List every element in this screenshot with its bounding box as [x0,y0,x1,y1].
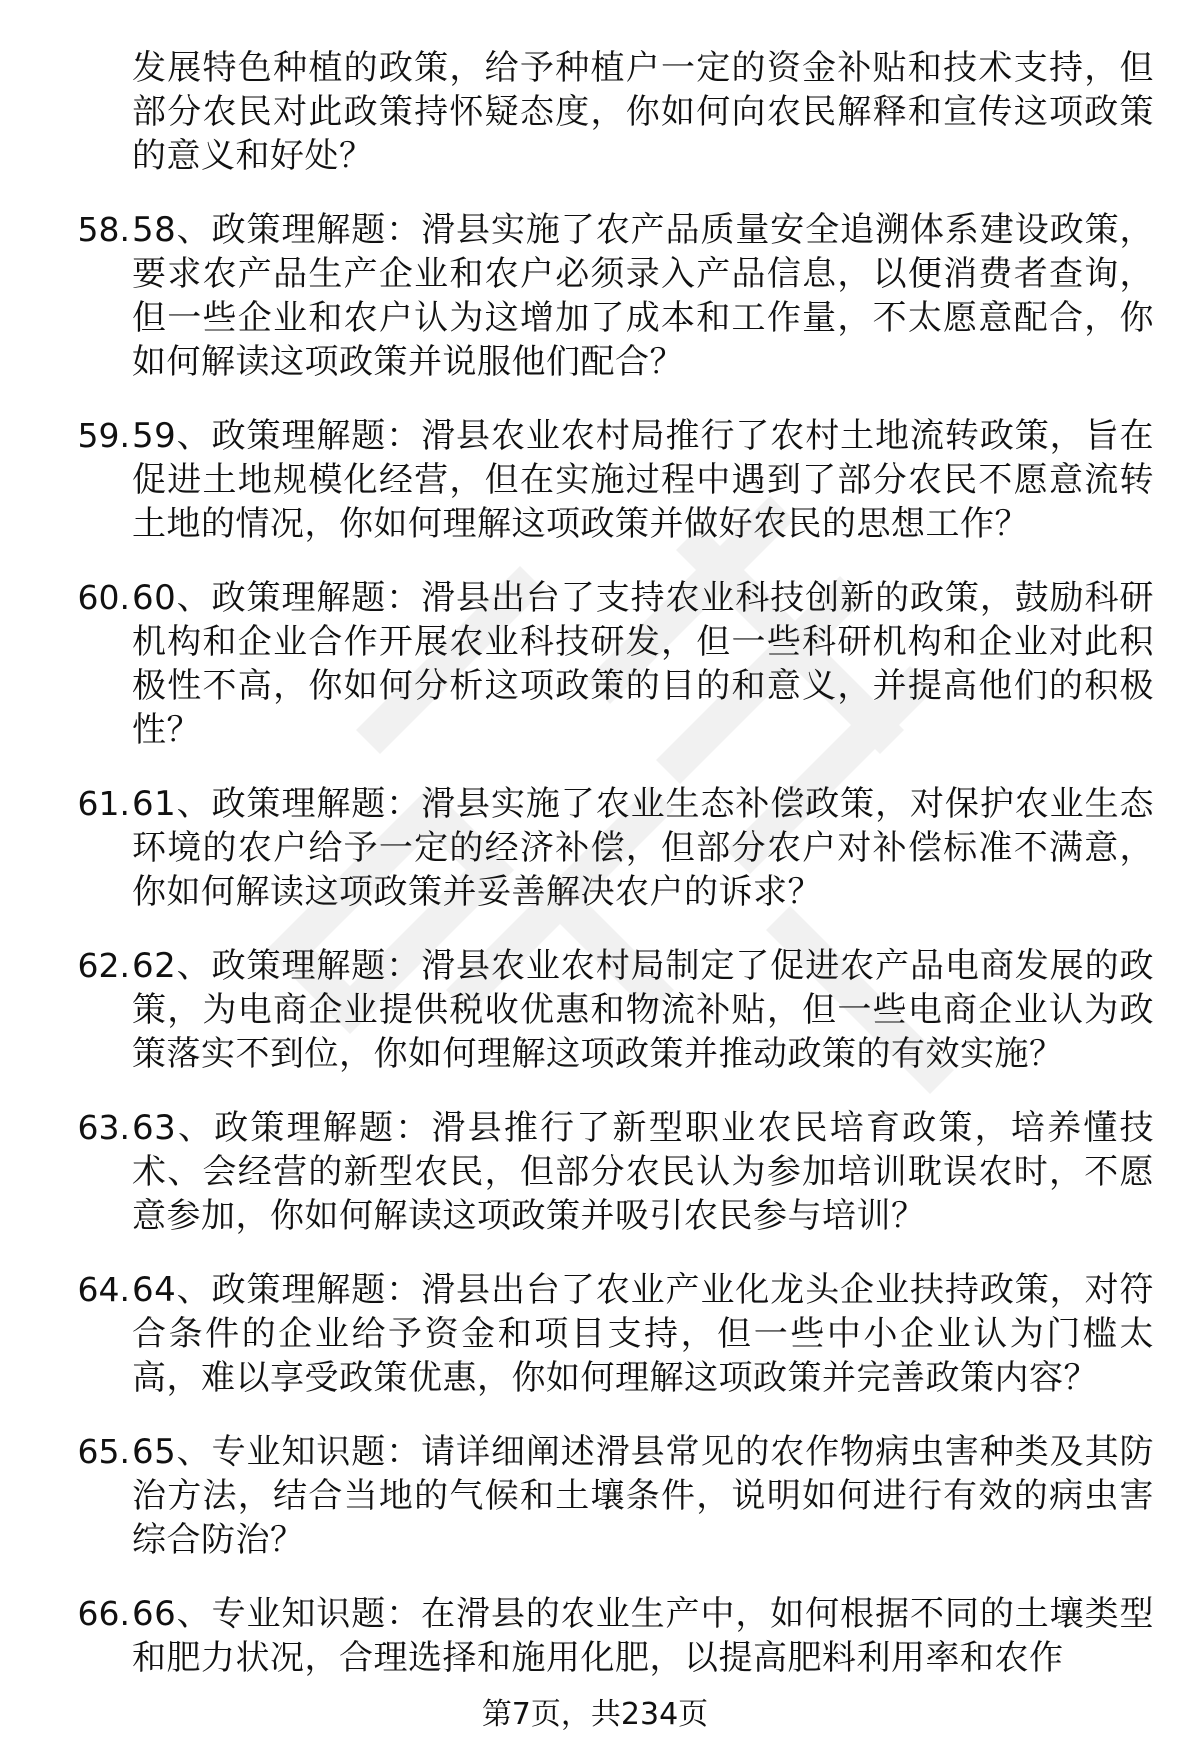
list-text: 64、政策理解题：滑县出台了农业产业化龙头企业扶持政策，对符合条件的企业给予资金和项目支持，但一些中小企业认为门槛太高，难以享受政策优惠，你如何理解这项政策并完善政策内容？ [132,1270,1154,1398]
list-number: 60. [77,578,130,617]
list-text: 60、政策理解题：滑县出台了支持农业科技创新的政策，鼓励科研机构和企业合作开展农业科技研发，但一些科研机构和企业对此积极性不高，你如何分析这项政策的目的和意义，并提高他们的积极性？ [132,578,1154,750]
list-number: 61. [77,784,130,823]
list-item [0,208,1190,384]
list-text: 61、政策理解题：滑县实施了农业生态补偿政策，对保护农业生态环境的农户给予一定的经济补偿，但部分农户对补偿标准不满意，你如何解读这项政策并妥善解决农户的诉求？ [132,784,1154,912]
list-number: 66. [77,1594,130,1633]
list-number: 65. [77,1432,130,1471]
list-number: 58. [77,210,130,249]
list-item [0,1268,1190,1400]
list-text: 65、专业知识题：请详细阐述滑县常见的农作物病虫害种类及其防治方法，结合当地的气候和土壤条件，说明如何进行有效的病虫害综合防治？ [132,1432,1154,1560]
list-text: 58、政策理解题：滑县实施了农产品质量安全追溯体系建设政策，要求农产品生产企业和农户必须录入产品信息，以便消费者查询，但一些企业和农户认为这增加了成本和工作量，不太愿意配合，你如何解读这项政策并说服他们配合？ [132,210,1154,382]
list-item [0,782,1190,914]
list-number: 59. [77,416,130,455]
list-text: 63、政策理解题：滑县推行了新型职业农民培育政策，培养懂技术、会经营的新型农民，但部分农民认为参加培训耽误农时，不愿意参加，你如何解读这项政策并吸引农民参与培训？ [132,1108,1154,1236]
list-text: 62、政策理解题：滑县农业农村局制定了促进农产品电商发展的政策，为电商企业提供税收优惠和物流补贴，但一些电商企业认为政策落实不到位，你如何理解这项政策并推动政策的有效实施？ [132,946,1154,1074]
list-number: 63. [77,1108,130,1147]
list-item [0,1592,1190,1680]
list-item [0,414,1190,546]
list-item [0,46,1190,178]
list-item [0,1106,1190,1238]
question-list [0,46,1190,1710]
list-text: 发展特色种植的政策，给予种植户一定的资金补贴和技术支持，但部分农民对此政策持怀疑态度，你如何向农民解释和宣传这项政策的意义和好处？ [132,48,1154,176]
list-text: 59、政策理解题：滑县农业农村局推行了农村土地流转政策，旨在促进土地规模化经营，但在实施过程中遇到了部分农民不愿意流转土地的情况，你如何理解这项政策并做好农民的思想工作？ [132,416,1154,544]
list-item [0,576,1190,752]
list-item [0,944,1190,1076]
page-footer: 第7页，共234页 [481,1697,709,1732]
list-number: 64. [77,1270,130,1309]
list-item [0,1430,1190,1562]
list-text: 66、专业知识题：在滑县的农业生产中，如何根据不同的土壤类型和肥力状况，合理选择和施用化肥，以提高肥料利用率和农作 [132,1594,1154,1678]
list-number: 62. [77,946,130,985]
